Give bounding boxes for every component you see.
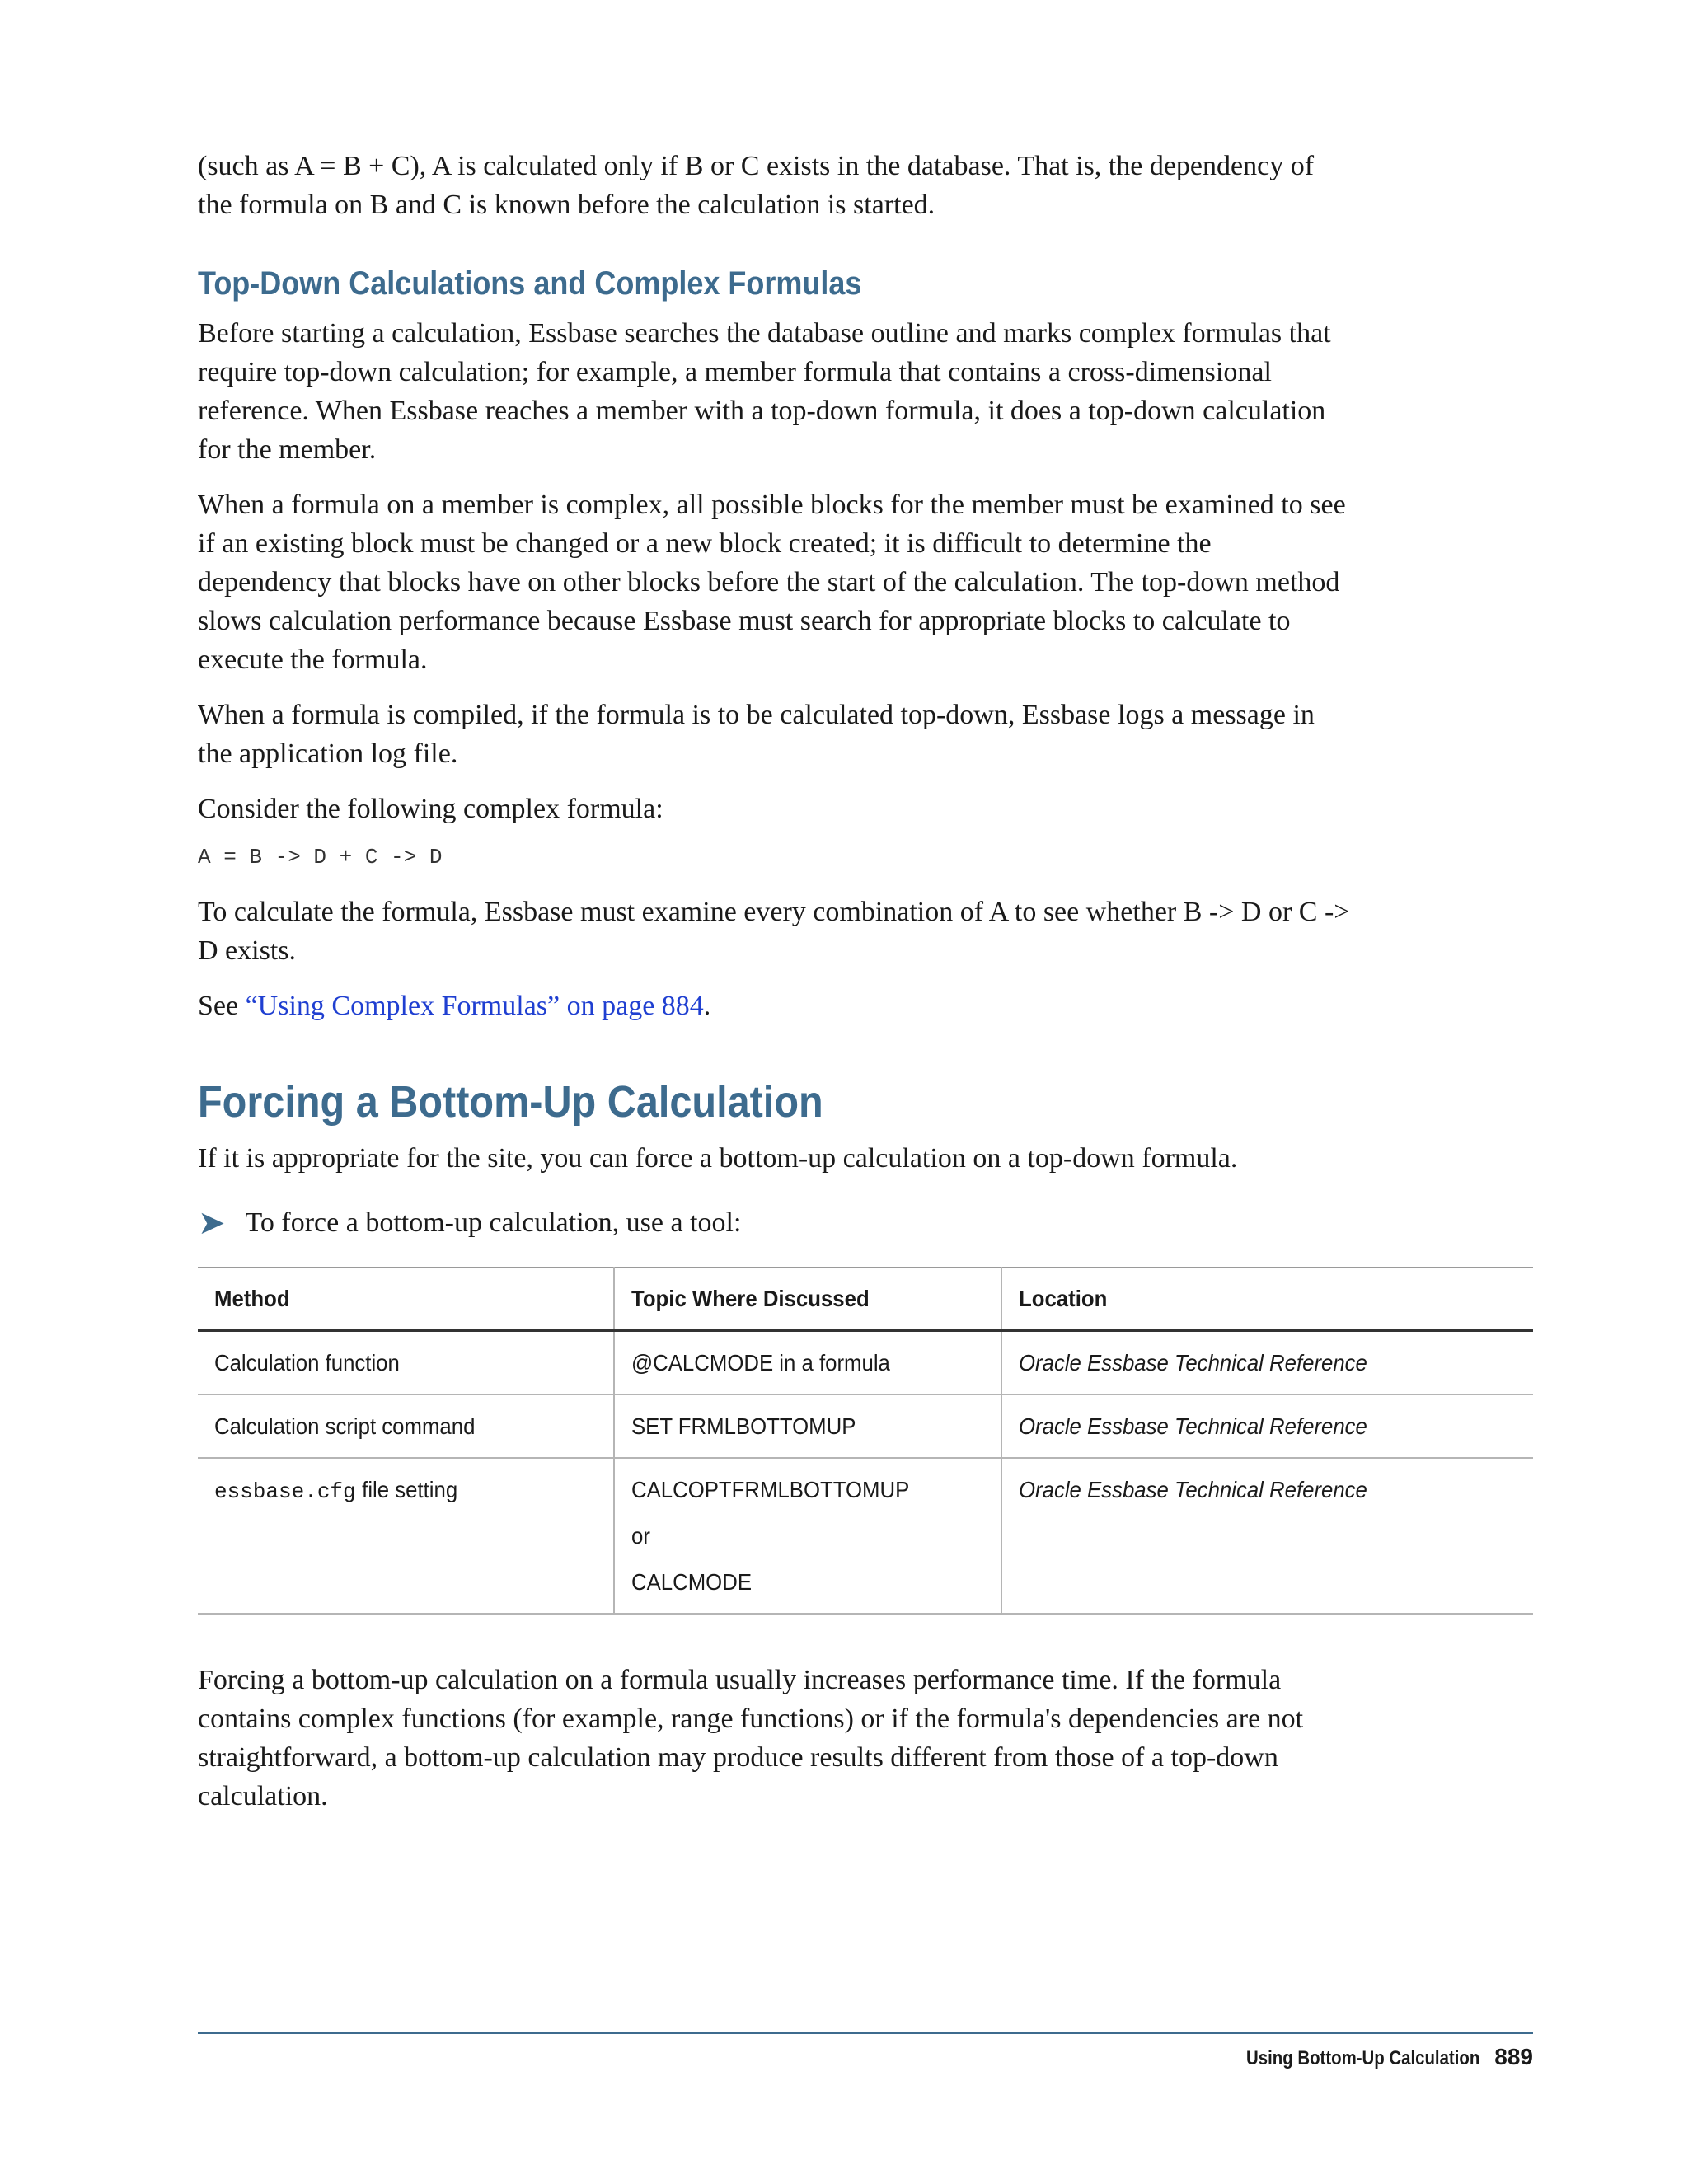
procedure-arrow-icon: ➤	[198, 1204, 226, 1242]
using-complex-formulas-link[interactable]: “Using Complex Formulas” on page 884	[245, 991, 704, 1021]
footer-rule	[198, 2032, 1533, 2034]
cell-topic: @CALCMODE in a formula	[614, 1331, 1001, 1395]
table-row	[198, 1394, 1533, 1458]
header-method: Method	[214, 1286, 290, 1311]
cell-method: Calculation function	[214, 1350, 400, 1376]
cell-method: Calculation script command	[214, 1413, 476, 1439]
paragraph-forcing-2: Forcing a bottom-up calculation on a formula usually increases performance time. If the formula contains complex functions (for example, range functions) or if the formula's dependencies are not straightforward, a bottom-up calculation may produce results different from those of a top-down calculation.	[198, 1665, 1304, 1811]
cell-method: essbase.cfg file setting	[214, 1477, 457, 1504]
see-suffix: .	[703, 991, 711, 1021]
cell-topic: SET FRMLBOTTOMUP	[614, 1394, 1001, 1458]
procedure-text: To force a bottom-up calculation, use a tool:	[245, 1207, 742, 1238]
tools-table	[198, 1267, 1533, 1615]
footer-title: Using Bottom-Up Calculation	[1245, 2047, 1480, 2069]
table-row	[198, 1331, 1533, 1395]
config-file-name: essbase.cfg	[214, 1479, 356, 1504]
table-header-row	[198, 1268, 1533, 1331]
page-footer	[198, 2044, 1533, 2070]
section-heading-top-down: Top-Down Calculations and Complex Formulas	[198, 265, 862, 302]
page-number: 889	[1494, 2044, 1533, 2069]
header-location: Location	[1001, 1268, 1533, 1331]
paragraph-top-down-3: When a formula is compiled, if the formula is to be calculated top-down, Essbase logs a message in the application log file.	[198, 700, 1315, 769]
cell-location: Oracle Essbase Technical Reference	[1001, 1394, 1533, 1458]
cell-location: Oracle Essbase Technical Reference	[1001, 1458, 1533, 1614]
paragraph-top-down-2: When a formula on a member is complex, all possible blocks for the member must be examined to see if an existing block must be changed or a new block created; it is difficult to determine the dependency that blocks have on other blocks before the start of the calculation. The top-down method slows calculation performance because Essbase must search for appropriate blocks to calculate to execute the formula.	[198, 490, 1346, 675]
see-prefix: See	[198, 991, 246, 1021]
see-reference	[198, 987, 1352, 1025]
paragraph-top-down-5: To calculate the formula, Essbase must examine every combination of A to see whether B -> D or C -> D exists.	[198, 897, 1350, 966]
procedure-step	[198, 1204, 1533, 1242]
cell-topic: CALCOPTFRMLBOTTOMUP or CALCMODE	[614, 1458, 1001, 1614]
cell-location: Oracle Essbase Technical Reference	[1001, 1331, 1533, 1395]
page-content	[198, 147, 1533, 1832]
code-formula: A = B -> D + C -> D	[198, 845, 443, 869]
header-topic: Topic Where Discussed	[614, 1268, 1001, 1331]
paragraph-top-down-1: Before starting a calculation, Essbase searches the database outline and marks complex formulas that require top-down calculation; for example, a member formula that contains a cross-dimensional reference. When Essbase reaches a member with a top-down formula, it does a top-down calculation for the member.	[198, 318, 1331, 465]
paragraph-top-down-4: Consider the following complex formula:	[198, 794, 663, 824]
table-row	[198, 1458, 1533, 1614]
section-heading-forcing-bottom-up: Forcing a Bottom-Up Calculation	[198, 1077, 823, 1127]
intro-paragraph: (such as A = B + C), A is calculated only if B or C exists in the database. That is, the dependency of the formula on B and C is known before the calculation is started.	[198, 151, 1315, 220]
paragraph-forcing-1: If it is appropriate for the site, you can force a bottom-up calculation on a top-down formula.	[198, 1143, 1238, 1174]
